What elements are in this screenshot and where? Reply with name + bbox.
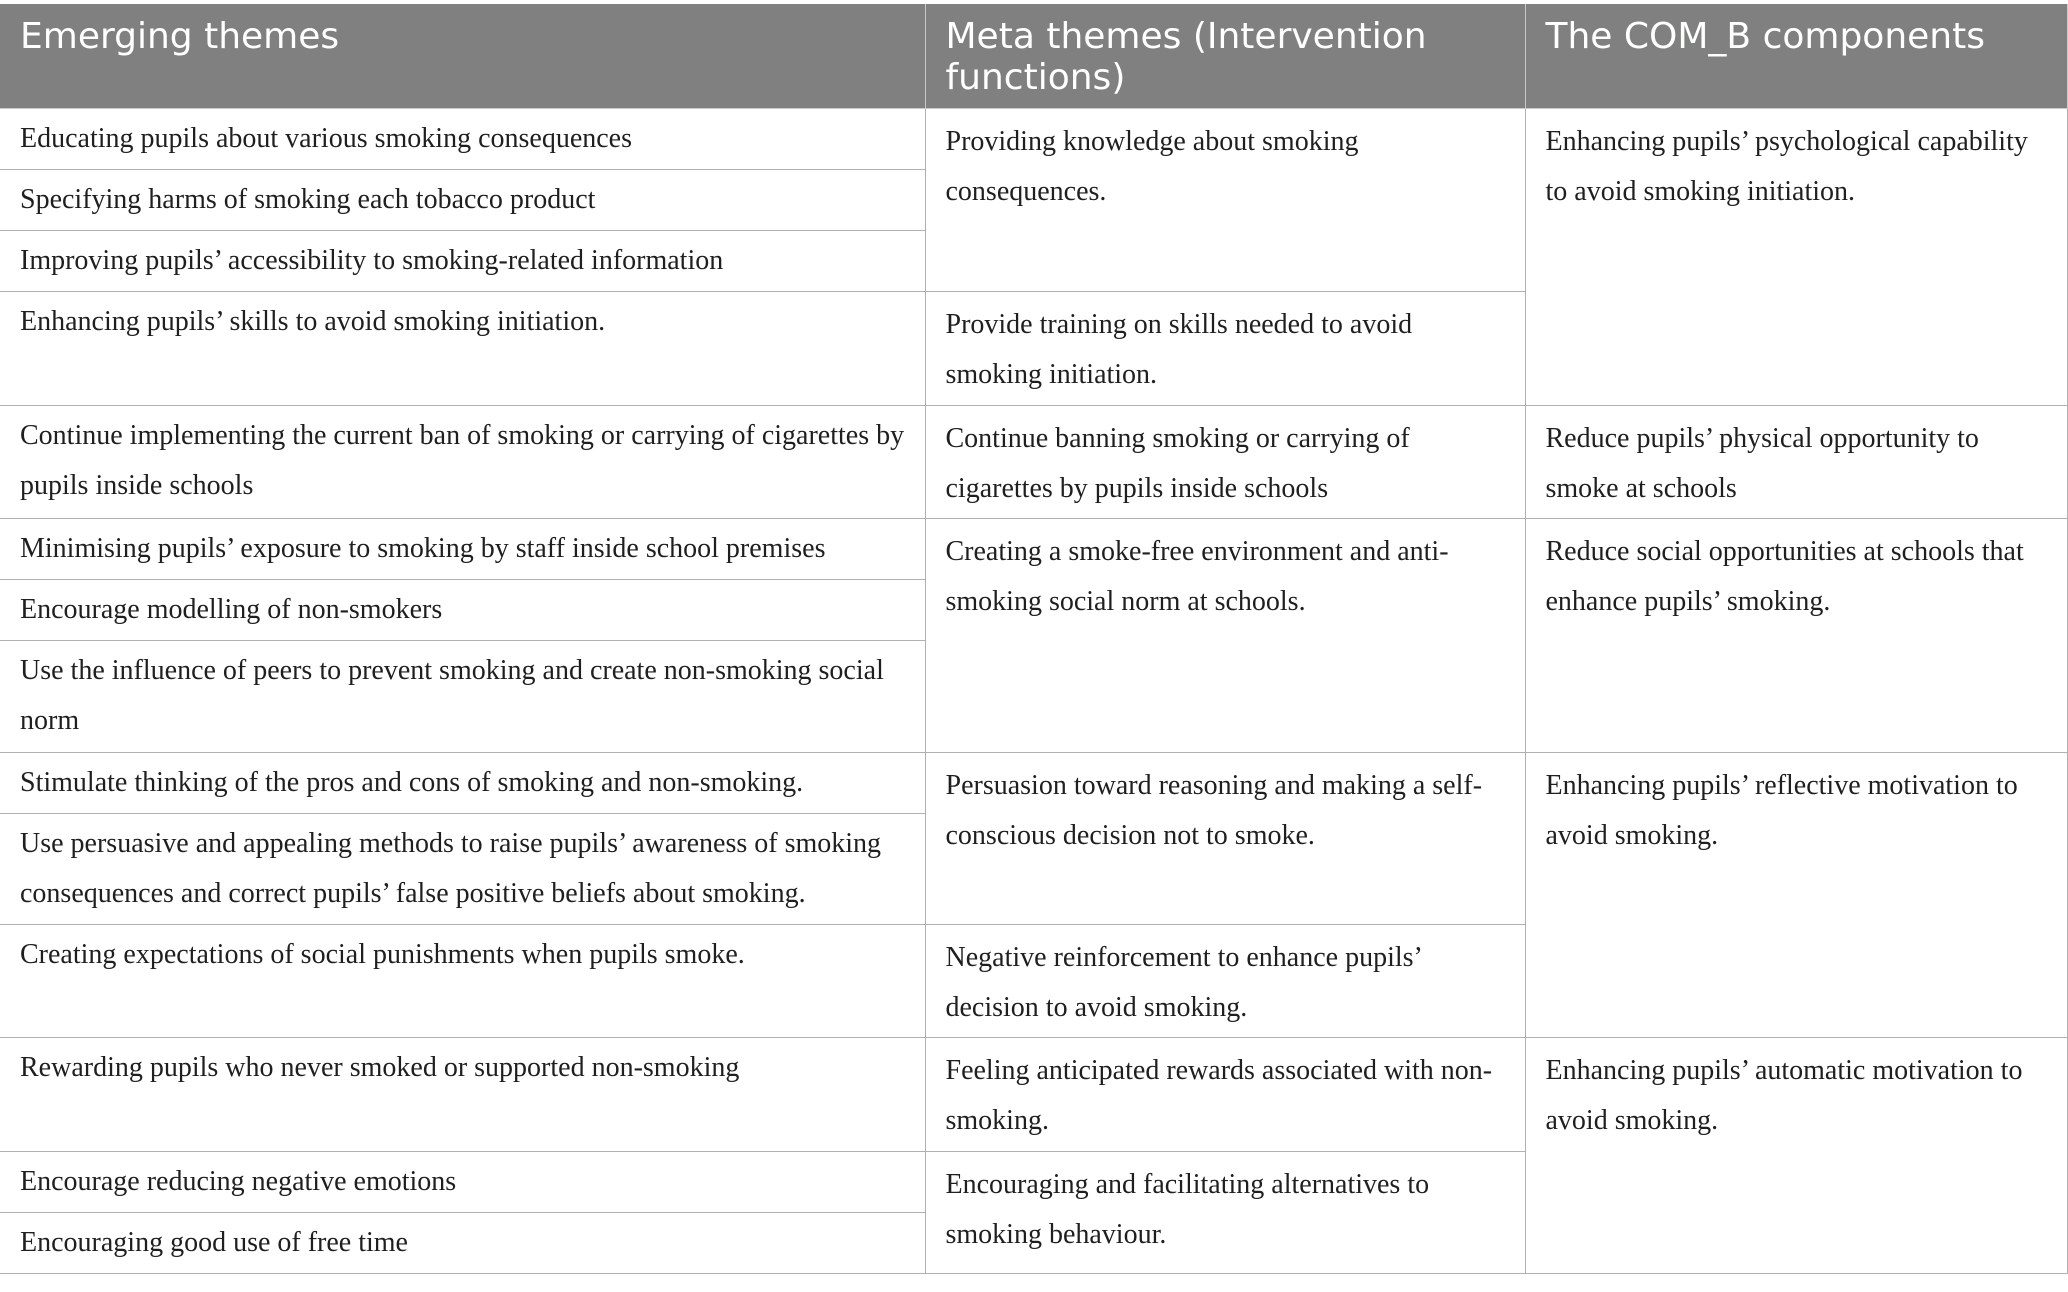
table-row [0, 109, 2067, 170]
meta-theme-cell: Continue banning smoking or carrying of cigarettes by pupils inside schools [925, 405, 1525, 518]
com-b-component-cell: Enhancing pupils’ reflective motivation to avoid smoking. [1525, 752, 2067, 1038]
meta-theme-cell: Provide training on skills needed to avoid smoking initiation. [925, 292, 1525, 405]
emerging-theme-cell: Rewarding pupils who never smoked or supported non-smoking [0, 1038, 925, 1151]
emerging-theme-cell: Encourage modelling of non-smokers [0, 580, 925, 641]
emerging-theme-cell: Stimulate thinking of the pros and cons of smoking and non-smoking. [0, 752, 925, 813]
emerging-theme-cell: Encourage reducing negative emotions [0, 1151, 925, 1212]
com-b-component-cell: Reduce social opportunities at schools that enhance pupils’ smoking. [1525, 519, 2067, 753]
header-com-b-components: The COM_B components [1525, 4, 2067, 109]
emerging-theme-cell: Encouraging good use of free time [0, 1212, 925, 1273]
emerging-theme-cell: Improving pupils’ accessibility to smoking-related information [0, 231, 925, 292]
table-row [0, 519, 2067, 580]
emerging-theme-cell: Educating pupils about various smoking consequences [0, 109, 925, 170]
meta-theme-cell: Creating a smoke-free environment and anti-smoking social norm at schools. [925, 519, 1525, 753]
table-row [0, 405, 2067, 518]
meta-theme-cell: Feeling anticipated rewards associated with non-smoking. [925, 1038, 1525, 1151]
header-meta-themes: Meta themes (Intervention functions) [925, 4, 1525, 109]
emerging-theme-cell: Minimising pupils’ exposure to smoking by staff inside school premises [0, 519, 925, 580]
com-b-component-cell: Reduce pupils’ physical opportunity to smoke at schools [1525, 405, 2067, 518]
emerging-theme-cell: Enhancing pupils’ skills to avoid smoking initiation. [0, 292, 925, 405]
meta-theme-cell: Encouraging and facilitating alternatives to smoking behaviour. [925, 1151, 1525, 1273]
table-row [0, 1038, 2067, 1151]
meta-theme-cell: Providing knowledge about smoking consequences. [925, 109, 1525, 292]
emerging-theme-cell: Specifying harms of smoking each tobacco product [0, 170, 925, 231]
meta-theme-cell: Negative reinforcement to enhance pupils’ decision to avoid smoking. [925, 925, 1525, 1038]
com-b-component-cell: Enhancing pupils’ automatic motivation to avoid smoking. [1525, 1038, 2067, 1274]
table-row [0, 752, 2067, 813]
meta-theme-cell: Persuasion toward reasoning and making a self-conscious decision not to smoke. [925, 752, 1525, 924]
com-b-component-cell: Enhancing pupils’ psychological capability to avoid smoking initiation. [1525, 109, 2067, 406]
emerging-theme-cell: Creating expectations of social punishments when pupils smoke. [0, 925, 925, 1038]
themes-table [0, 4, 2068, 1274]
emerging-theme-cell: Continue implementing the current ban of smoking or carrying of cigarettes by pupils inside schools [0, 405, 925, 518]
header-emerging-themes: Emerging themes [0, 4, 925, 109]
emerging-theme-cell: Use persuasive and appealing methods to raise pupils’ awareness of smoking consequences and correct pupils’ false positive beliefs about smoking. [0, 813, 925, 924]
emerging-theme-cell: Use the influence of peers to prevent smoking and create non-smoking social norm [0, 641, 925, 752]
header-row [0, 4, 2067, 109]
